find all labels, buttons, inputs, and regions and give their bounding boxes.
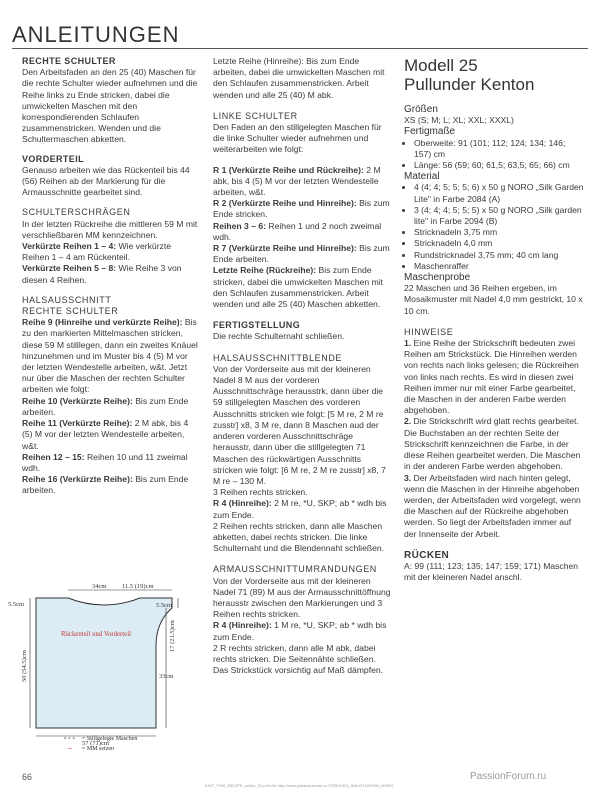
paragraph: Genauso arbeiten wie das Rückenteil bis 44 (56) Reihen ab der Markierung für die Armausschnitte gearbeitet sind.: [22, 164, 190, 198]
list-item: • 4 (4; 4; 5; 5; 5; 6) x 50 g NORO „Silk Garden Lite" in Farbe 2084 (A): [414, 182, 584, 204]
row-text: Bis zum Ende arbeiten.: [22, 474, 189, 496]
section-title: Material: [404, 171, 440, 183]
watermark: PassionForum.ru: [470, 771, 547, 782]
dim-lower-height: 33cm: [159, 673, 174, 680]
paragraph: [22, 418, 200, 452]
paragraph: [404, 473, 584, 540]
model-number: Modell 25: [404, 56, 478, 75]
header-rule: [12, 48, 588, 49]
list-item: • 3 (4; 4; 4; 5; 5; 5) x 50 g NORO „Silk garden lite" in Farbe 2094 (B): [414, 205, 584, 227]
section-title: HALSAUSSCHNITTBLENDE: [213, 352, 343, 363]
row-text: 1 M re, *U, SKP; ab * wdh bis zum Ende.: [213, 620, 387, 642]
row-label: Letzte Reihe (Rückreihe):: [213, 265, 317, 276]
list-item: • Maschenraffer: [414, 261, 584, 272]
dims-list: [404, 138, 584, 172]
section-title: HINWEISE: [404, 326, 454, 337]
schematic-diagram: [6, 578, 202, 758]
section-title: Fertigmaße: [404, 126, 456, 138]
hint-text: Die Strickschrift wird glatt rechts gearbeitet. Die Buchstaben an der rechten Seite der Strickschrift kennzeichnen die Farbe, in der diese Reihen gearbeitet werden. Die Maschen in der anderen Farbe werden abgehoben.: [404, 416, 581, 472]
material-list: [404, 182, 584, 272]
list-item: • Stricknadeln 3,75 mm: [414, 227, 584, 238]
garment-shape: [36, 598, 172, 728]
paragraph: Von der Vorderseite aus mit der kleineren Nadel 71 (89) M aus der Armausschnittöffnung herausstr zwischen den Markierungen und 3 Reihen rechts stricken.: [213, 575, 391, 620]
page-number: 66: [22, 772, 33, 782]
dim-body-height: 50 (54.5)cm: [21, 650, 28, 682]
hint-text: Der Arbeitsfaden wird nach hinten gelegt, wenn die Maschen in der Hinreihe abgehoben werden, der Arbeitsfaden wird vorgelegt, wenn die Maschen auf der Rückreihe abgehoben werden. So liegt der Arbeitsfaden immer auf der Innenseite der Arbeit.: [404, 472, 581, 539]
row-text: Wie Reihe 3 von diesen 4 Reihen.: [22, 263, 182, 285]
row-label: R 2 (Verkürzte Reihe und Hinreihe):: [213, 198, 357, 209]
hint-text: Eine Reihe der Strickschrift bedeuten zwei Reihen am Strickstück. Die Hinreihen werden von rechts nach links gelesen; die Rückreihen von links nach rechts. Es wird in diesen zwei Reihen immer nur mit einer Farbe gearbeitet, die Maschen in der anderen Farbe werden abgehoben.: [404, 338, 579, 416]
column-middle: [213, 56, 391, 676]
paragraph: [22, 263, 200, 285]
row-label: R 4 (Hinreihe):: [213, 498, 272, 509]
row-label: R 1 (Verkürzte Reihe und Rückreihe):: [213, 164, 364, 175]
row-label: Reihen 3 – 6:: [213, 220, 267, 231]
row-label: R 4 (Hinreihe):: [213, 620, 272, 631]
column-left: [22, 56, 200, 497]
legend-symbol-marker: –: [68, 745, 72, 752]
section-title: RÜCKEN: [404, 549, 450, 561]
list-item: • Stricknadeln 4,0 mm: [414, 238, 584, 249]
row-text: 2 M abk, bis 4 (5) M vor der letzten Wendestelle arbeiten, w&t.: [213, 164, 381, 198]
row-text: Wie verkürzte Reihen 1 – 4 am Rückenteil.: [22, 241, 172, 263]
paragraph: [213, 221, 391, 243]
model-name: Pullunder Kenton: [404, 75, 535, 94]
row-label: Reihe 11 (Verkürzte Reihe):: [22, 418, 133, 429]
row-label: Reihe 16 (Verkürzte Reihe):: [22, 474, 133, 485]
paragraph: Letzte Reihe (Hinreihe): Bis zum Ende arbeiten, dabei die umwickelten Maschen mit den Schlaufen zusammenstricken. Arbeit wenden und alle 25 (40) M abk.: [213, 56, 385, 100]
section-title: SCHULTERSCHRÄGEN: [22, 207, 131, 218]
list-item: • Oberweite: 91 (101; 112; 124; 134; 146; 157) cm: [414, 138, 584, 160]
paragraph: 2 Reihen rechts stricken, dann alle Maschen abketten, dabei rechts stricken. Die linke Schulternaht und die Blendennaht schließen.: [213, 520, 385, 554]
row-text: Bis zu den markierten Mittelmaschen stricken, diese 59 M stilllegen, dann ein zweites Knäuel hinzunehmen und im Muster bis 4 (5) M vor der letzten Wendestelle arbeiten, w&t. Jetzt nur über die Maschen der rechten Schulter arbeiten wie folgt:: [22, 317, 198, 395]
section-title: ARMAUSSCHNITTUMRANDUNGEN: [213, 564, 377, 575]
row-label: Verkürzte Reihen 5 – 8:: [22, 263, 117, 274]
section-title: Maschenprobe: [404, 272, 471, 284]
row-text: Reihen 1 und 2 noch zweimal wdh.: [213, 220, 382, 242]
paragraph: In der letzten Rückreihe die mittleren 59 M mit verschließbaren MM kennzeichnen.: [22, 218, 198, 240]
dim-armhole-height: 17 (21.5)cm: [169, 620, 176, 652]
paragraph: [213, 620, 391, 642]
paragraph: A: 99 (111; 123; 135; 147; 159; 171) Maschen mit der kleineren Nadel anschl.: [404, 560, 579, 583]
row-label: Reihe 10 (Verkürzte Reihe):: [22, 395, 133, 406]
hint-number: 3.: [404, 472, 412, 483]
paragraph: [404, 416, 584, 472]
footer-print-info: KNIT_THIS_RECIPE_online_01.pdf Uhr http://www.passion-forum.ru STRICKEN_ANLEITUNGEN_NORO: [205, 783, 394, 788]
paragraph: 22 Maschen und 36 Reihen ergeben, im Mosaikmuster mit Nadel 4,0 mm gestrickt, 10 x 10 cm.: [404, 283, 583, 316]
list-item: • Länge: 56 (59; 60; 61,5; 63,5; 65; 66) cm: [414, 160, 584, 171]
section-title: HALSAUSSCHNITT: [22, 294, 112, 305]
paragraph: Den Faden an den stillgelegten Maschen für die linke Schulter wieder aufnehmen und weiterarbeiten wie folgt:: [213, 122, 382, 155]
paragraph: [404, 338, 584, 416]
row-text: 2 M re, *U, SKP; ab * wdh bis zum Ende.: [213, 498, 387, 520]
row-text: 2 M abk, bis 4 (5) M vor der letzten Wendestelle arbeiten, w&t.: [22, 418, 189, 451]
section-title: FERTIGSTELLUNG: [213, 320, 301, 331]
paragraph: [22, 452, 200, 474]
paragraph: [22, 241, 200, 263]
paragraph: [213, 265, 391, 310]
dim-shoulder-width: 11.5 (19)cm: [122, 583, 154, 590]
paragraph: XS (S; M; L; XL; XXL; XXXL): [404, 115, 514, 126]
paragraph: [213, 243, 391, 265]
hint-number: 1.: [404, 338, 412, 349]
paragraph: [213, 165, 391, 199]
paragraph: 3 Reihen rechts stricken.: [213, 487, 308, 498]
row-text: Bis zum Ende arbeiten.: [213, 243, 390, 265]
paragraph: 2 R rechts stricken, dann alle M abk, dabei rechts stricken. Die Seitennähte schließen. Das Strickstück vorsichtig auf Maß dämpfen.: [213, 642, 384, 676]
column-right: [404, 56, 584, 583]
row-label: Verkürzte Reihen 1 – 4:: [22, 241, 117, 252]
list-item: • Rundstricknadel 3,75 mm; 40 cm lang: [414, 250, 584, 261]
paragraph: [213, 198, 391, 220]
paragraph: [22, 474, 200, 496]
section-subtitle: RECHTE SCHULTER: [22, 306, 119, 317]
row-label: Reihen 12 – 15:: [22, 451, 85, 462]
legend-stillgelegt: = Stillgelegte Maschen: [82, 736, 138, 742]
paragraph: [213, 498, 391, 520]
row-label: R 7 (Verkürzte Reihe und Hinreihe):: [213, 243, 357, 254]
row-label: Reihe 9 (Hinreihe und verkürzte Reihe):: [22, 317, 183, 328]
dim-shoulder-drop-right: 5.5cm: [156, 602, 173, 609]
diagram-label: Rückenteil und Vorderteil: [61, 631, 131, 638]
section-title: VORDERTEIL: [22, 153, 85, 164]
hint-number: 2.: [404, 416, 412, 427]
row-text: Bis zum Ende stricken.: [213, 198, 390, 220]
dim-top-width: 34cm: [92, 583, 107, 590]
legend-mm-setzen: = MM setzen: [82, 746, 115, 752]
row-text: Bis zum Ende stricken, dabei die umwickelten Maschen mit den Schlaufen zusammenstricken. Arbeit wenden und alle 25 (40) Maschen abketten.: [213, 265, 384, 310]
dim-shoulder-drop-left: 5.5cm: [8, 601, 25, 608]
legend-symbol-dashed: - - -: [64, 735, 75, 742]
section-title: RECHTE SCHULTER: [22, 56, 116, 66]
row-text: Bis zum Ende arbeiten.: [22, 395, 189, 417]
paragraph: [22, 396, 200, 418]
paragraph: [22, 317, 200, 395]
page-header-title: ANLEITUNGEN: [12, 22, 180, 47]
dim-bottom-width: 57 (71)cm: [82, 740, 109, 747]
paragraph: Den Arbeitsfaden an den 25 (40) Maschen für die rechte Schulter wieder aufnehmen und die Reihe links zu Ende stricken, dabei die umwickelten Maschen mit den korrespondierenden Schlaufen zusammenstricken. Wenden und die Schultermaschen abketten.: [22, 67, 198, 145]
paragraph: Von der Vorderseite aus mit der kleineren Nadel 8 M aus der vorderen Ausschnittschräge herausstrk, dann über die 59 stillgelegten Maschen des vorderen Ausschnitts stricken wie folgt: [5 M re, 2 M re zusstr] x8, 3 M re, dann 8 Maschen aud der anderen vorderen Ausschnittschräge herausstr, dann über die stillgelegten 71 Maschen des rückwärtigen Ausschnitts stricken wie folgt: [6 M re, 2 M re zusstr] x8, 7 M re – 130 M.: [213, 363, 386, 486]
section-title: LINKE SCHULTER: [213, 110, 298, 121]
paragraph: Die rechte Schulternaht schließen.: [213, 331, 345, 342]
row-text: Reihen 10 und 11 zweimal wdh.: [22, 451, 188, 473]
section-title: Größen: [404, 104, 438, 115]
